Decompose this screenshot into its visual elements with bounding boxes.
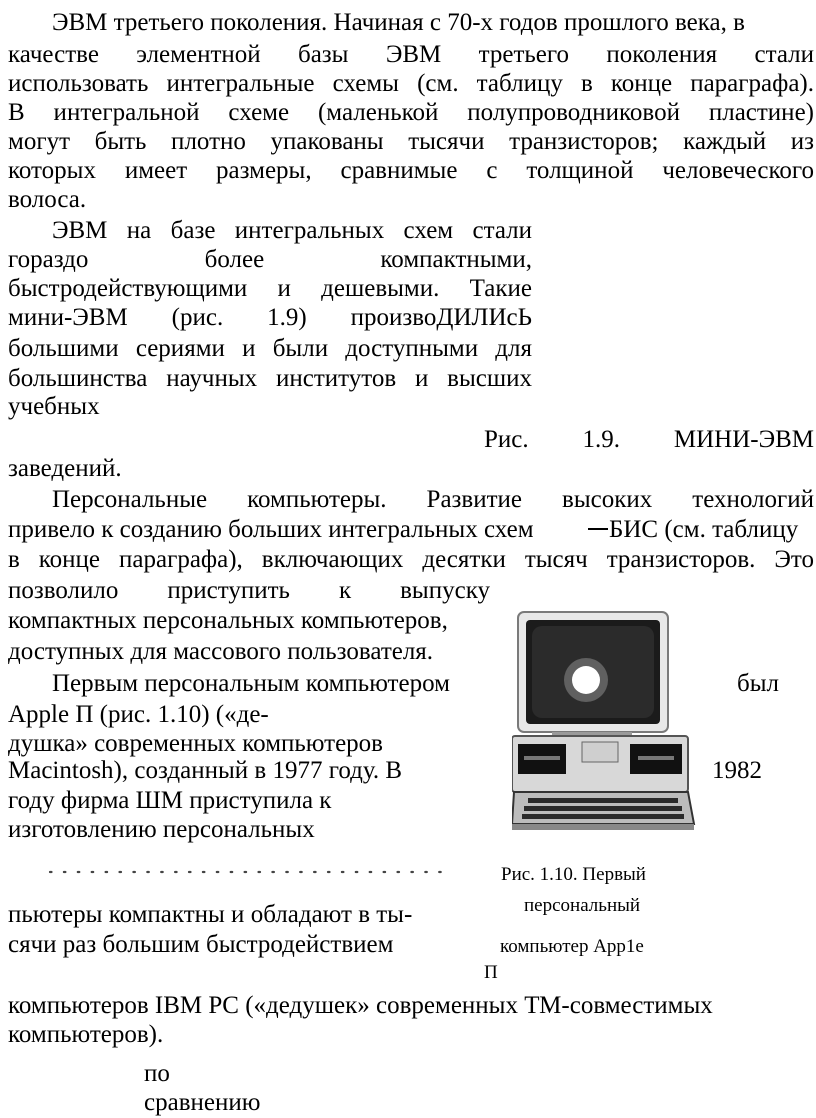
paragraph-5-line-3: компьютеров IBM PC («дедушек» современных ТМ-совместимых xyxy=(8,992,713,1019)
paragraph-1-line-2: качестве элементной базы ЭВМ третьего поколения стали xyxy=(8,41,814,68)
paragraph-3-line-2-end: БИС (см. таблицу xyxy=(609,516,799,543)
paragraph-2-line-2: гораздо более компактными, xyxy=(8,246,532,273)
paragraph-2-line-4: мини-ЭВМ (рис. 1.9) произвоДИЛИсЬ xyxy=(8,304,532,331)
paragraph-5-line-2: сячи раз большим быстродействием xyxy=(8,931,394,958)
paragraph-3-line-5: компактных персональных компьютеров, xyxy=(8,607,448,634)
paragraph-2-line-3: быстродействующими и дешевыми. Такие xyxy=(8,275,532,302)
paragraph-5-line-6: сравнению xyxy=(144,1089,261,1116)
paragraph-5-line-1: пьютеры компактны и обладают в ты- xyxy=(8,901,413,928)
paragraph-3-line-6: доступных для массового пользователя. xyxy=(8,638,434,665)
paragraph-3-line-4: позволило приступить к выпуску xyxy=(8,577,490,604)
paragraph-3-line-1: Персональные компьютеры. Развитие высоких технологий xyxy=(52,486,814,513)
paragraph-4-line-1-end: был xyxy=(737,670,779,697)
paragraph-4-line-4: Macintosh), созданный в 1977 году. В xyxy=(8,757,402,784)
paragraph-2-line-7: учебных xyxy=(8,393,100,420)
paragraph-4-line-1: Первым персональным компьютером xyxy=(52,670,450,697)
paragraph-1-line-6: которых имеет размеры, сравнимые с толщиной человеческого xyxy=(8,157,814,184)
figure-1-10-caption-line-4: П xyxy=(484,962,498,983)
dotted-gap-line xyxy=(48,866,443,878)
paragraph-5-line-5: по xyxy=(144,1060,170,1087)
paragraph-1-line-4: В интегральной схеме (маленькой полупроводниковой пластине) xyxy=(8,99,814,126)
paragraph-1-line-1: ЭВМ третьего поколения. Начиная с 70-х годов прошлого века, в xyxy=(52,9,745,36)
paragraph-2-line-1: ЭВМ на базе интегральных схем стали xyxy=(52,217,532,244)
paragraph-4-line-3: душка» современных компьютеров xyxy=(8,730,383,757)
paragraph-1-line-7: волоса. xyxy=(8,186,87,213)
paragraph-4-line-4-end: 1982 xyxy=(712,757,762,784)
figure-1-10-caption-line-2: персональный xyxy=(524,895,641,916)
paragraph-1-line-3: использовать интегральные схемы (см. таблицу в конце параграфа). xyxy=(8,70,814,97)
paragraph-4-line-6: изготовлению персональных xyxy=(8,816,315,843)
paragraph-4-line-5: году фирма ШМ приступила к xyxy=(8,787,332,814)
paragraph-2-line-6: большинства научных институтов и высших xyxy=(8,365,532,392)
figure-1-10-caption-line-3: компьютер App1e xyxy=(500,936,644,957)
dash-line xyxy=(588,528,608,530)
figure-1-10-caption-line-1: Рис. 1.10. Первый xyxy=(501,864,646,885)
paragraph-4-line-2: Apple П (рис. 1.10) («де- xyxy=(8,701,269,728)
figure-1-9-caption: Рис. 1.9. МИНИ-ЭВМ xyxy=(484,426,814,453)
paragraph-1-line-5: могут быть плотно упакованы тысячи транзисторов; каждый из xyxy=(8,128,814,155)
apple-ii-computer-image xyxy=(512,610,702,838)
paragraph-3-line-2: привело к созданию больших интегральных схем xyxy=(8,516,534,543)
paragraph-3-line-3: в конце параграфа), включающих десятки тысяч транзисторов. Это xyxy=(8,546,814,573)
paragraph-2-continuation: заведений. xyxy=(8,455,122,482)
paragraph-2-line-5: большими сериями и были доступными для xyxy=(8,335,532,362)
paragraph-5-line-4: компьютеров). xyxy=(8,1021,164,1048)
